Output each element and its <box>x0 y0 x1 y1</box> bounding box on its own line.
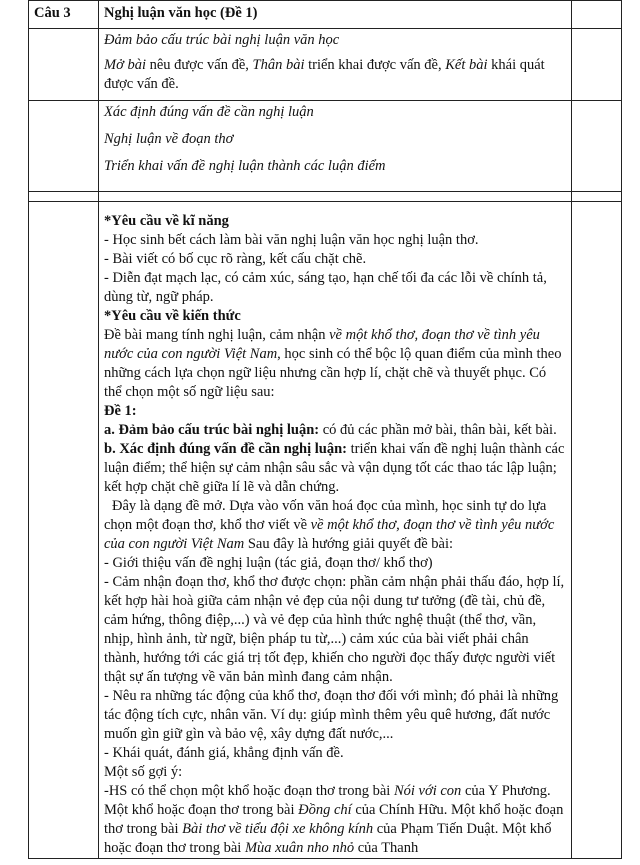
criterion-structure: Đảm bảo cấu trúc bài nghị luận văn học Mở bài nêu được vấn đề, Thân bài triển khai được vấn đề, Kết bài khái quát được vấn đề. <box>99 29 572 101</box>
rubric-table <box>28 0 622 859</box>
table-row <box>29 101 622 192</box>
answer-guide: *Yêu cầu về kĩ năng - Học sinh bết cách làm bài văn nghị luận văn học nghị luận thơ. - Bài viết có bố cục rõ ràng, kết cấu chặt chẽ. - Diễn đạt mạch lạc, có cảm xúc, sáng tạo, hạn chế tối đa các lỗi về chính tả, dùng từ, ngữ pháp. *Yêu cầu về kiến thức Đề bài mang tính nghị luận, cảm nhận về một khổ thơ, đoạn thơ về tình yêu nước của con người Việt Nam, học sinh có thể bộc lộ quan điểm của mình theo những cách lựa chọn ngữ liệu nhưng cần hợp lí, chặt chẽ và thuyết phục. Có thể chọn một số ngữ liệu sau: Đề 1: a. Đảm bảo cấu trúc bài nghị luận: có đủ các phần mở bài, thân bài, kết bài. b. Xác định đúng vấn đề cần nghị luận: triển khai vấn đề nghị luận thành các luận điểm; thể hiện sự cảm nhận sâu sắc và vận dụng tốt các thao tác lập luận; kết hợp chặt chẽ giữa lí lẽ và dẫn chứng. Đây là dạng đề mở. Dựa vào vốn văn hoá đọc của mình, học sinh tự do lựa chọn một đoạn thơ, khổ thơ viết về về một khổ thơ, đoạn thơ về tình yêu nước của con người Việt Nam Sau đây là hướng giải quyết đề bài: - Giới thiệu vấn đề nghị luận (tác giả, đoạn thơ/ khổ thơ) - Cảm nhận đoạn thơ, khổ thơ được chọn: phần cảm nhận phải thấu đáo, hợp lí, kết hợp hài hoà giữa cảm nhận vẻ đẹp của nội dung tư tưởng (đề tài, chủ đề, cảm hứng, thông điệp,...) và vẻ đẹp của hình thức nghệ thuật (thể thơ, vần, nhịp, hình ảnh, từ ngữ, biện pháp tu từ,...) cảm xúc của bài viết phải chân thành, hướng tới các giá trị tốt đẹp, khiến cho người đọc thấy được người viết thật sự ấn tượng về văn bản mình đang cảm nhận. - Nêu ra những tác động của khổ thơ, đoạn thơ đối với mình; đó phải là những tác động tích cực, nhân văn. Ví dụ: giúp mình thêm yêu quê hương, đất nước muốn gìn giữ gìn và bảo vệ, xây dựng đất nước,... - Khái quát, đánh giá, khẳng định vấn đề. Một số gợi ý: -HS có thể chọn một khổ hoặc đoạn thơ trong bài Nói với con của Y Phương. Một khổ hoặc đoạn thơ trong bài Đồng chí của Chính Hữu. Một khổ hoặc đoạn thơ trong bài Bài thơ về tiểu đội xe không kính của Phạm Tiến Duật. Một khổ hoặc đoạn thơ trong bài Mùa xuân nho nhỏ của Thanh <box>99 202 572 859</box>
section-title: Nghị luận văn học (Đề 1) <box>99 1 572 29</box>
criterion-issue: Xác định đúng vấn đề cần nghị luận Nghị luận về đoạn thơ Triển khai vấn đề nghị luận thành các luận điểm <box>99 101 572 192</box>
table-row <box>29 202 622 859</box>
table-row <box>29 29 622 101</box>
table-row <box>29 192 622 202</box>
score-cell <box>572 1 622 29</box>
table-row <box>29 1 622 29</box>
question-number: Câu 3 <box>29 1 99 29</box>
